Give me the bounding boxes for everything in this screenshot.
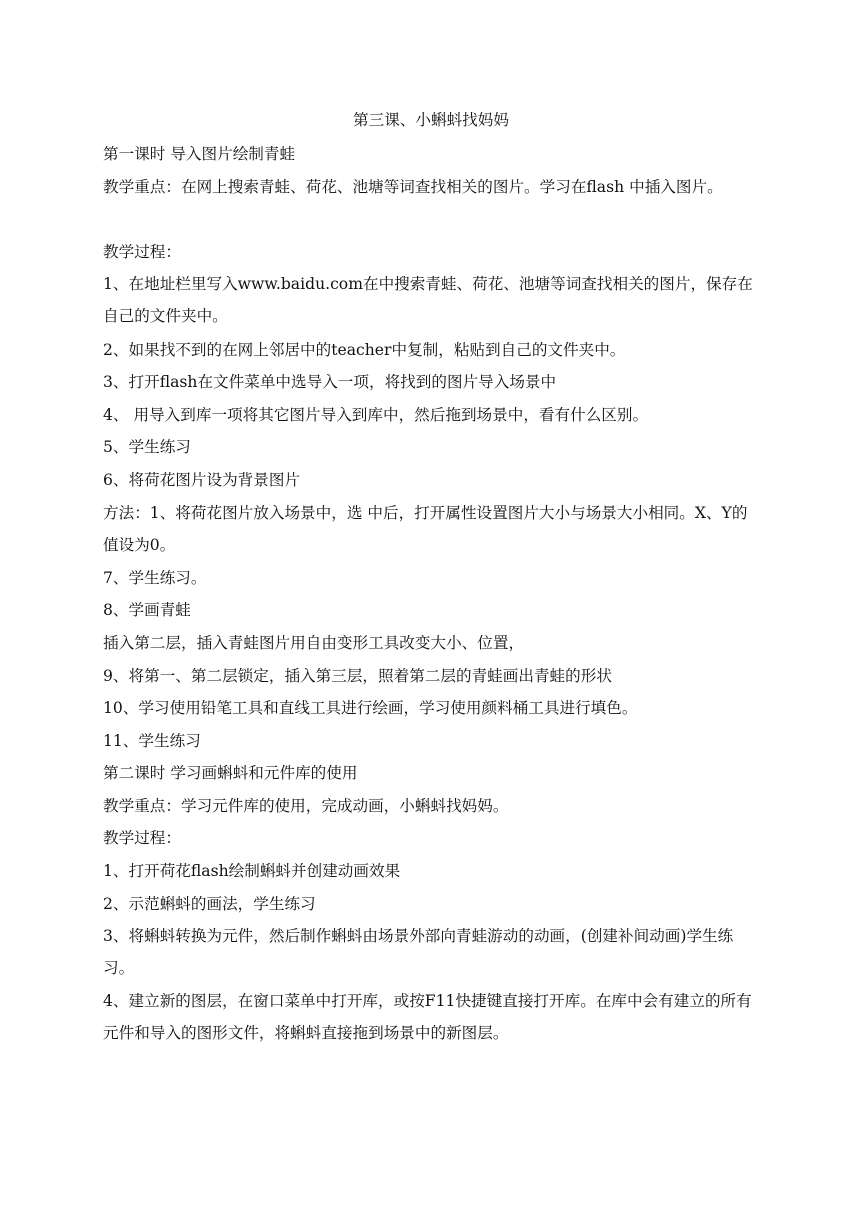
paragraph: 1、打开荷花flash绘制蝌蚪并创建动画效果: [103, 862, 401, 881]
paragraph: 10、学习使用铅笔工具和直线工具进行绘画，学习使用颜料桶工具进行填色。: [103, 699, 638, 718]
paragraph: 8、学画青蛙: [103, 601, 191, 620]
paragraph: 教学重点：学习元件库的使用，完成动画，小蝌蚪找妈妈。: [103, 796, 509, 815]
paragraph: 4、建立新的图层，在窗口菜单中打开库，或按F11快捷键直接打开库。在库中会有建立的所有元件和导入的图形文件，将蝌蚪直接拖到场景中的新图层。: [103, 992, 752, 1043]
paragraph: 教学过程：: [103, 242, 181, 261]
paragraph: 4、 用导入到库一项将其它图片导入到库中，然后拖到场景中，看有什么区别。: [103, 405, 649, 424]
paragraph: 插入第二层，插入青蛙图片用自由变形工具改变大小、位置，: [103, 633, 525, 652]
paragraph: 1、在地址栏里写入www.baidu.com在中搜索青蛙、荷花、池塘等词查找相关的图片，保存在自己的文件夹中。: [103, 275, 753, 326]
paragraph: 2、如果找不到的在网上邻居中的teacher中复制，粘贴到自己的文件夹中。: [103, 340, 626, 359]
paragraph: 第一课时 导入图片绘制青蛙: [103, 145, 296, 163]
paragraph: 9、将第一、第二层锁定，插入第三层，照着第二层的青蛙画出青蛙的形状: [103, 666, 612, 685]
lesson-title: 第三课、小蝌蚪找妈妈: [353, 111, 509, 129]
paragraph: 第二课时 学习画蝌蚪和元件库的使用: [103, 764, 358, 783]
paragraph: 11、学生练习: [103, 731, 201, 750]
paragraph: 方法：1、将荷花图片放入场景中，选 中后，打开属性设置图片大小与场景大小相同。X、Y的值设为0。: [103, 503, 748, 554]
document-body: [103, 104, 759, 1051]
paragraph: 3、打开flash在文件菜单中选导入一项，将找到的图片导入场景中: [103, 373, 557, 392]
paragraph: 5、学生练习: [103, 438, 191, 457]
paragraph: 2、示范蝌蚪的画法，学生练习: [103, 894, 316, 913]
paragraph: 6、将荷花图片设为背景图片: [103, 470, 301, 489]
paragraph: 7、学生练习。: [103, 568, 207, 587]
paragraph: 教学重点：在网上搜索青蛙、荷花、池塘等词查找相关的图片。学习在flash 中插入图片。: [103, 177, 723, 196]
paragraph: 3、将蝌蚪转换为元件，然后制作蝌蚪由场景外部向青蛙游动的动画，(创建补间动画)学生练习。: [103, 927, 734, 978]
paragraph: 教学过程：: [103, 829, 181, 848]
